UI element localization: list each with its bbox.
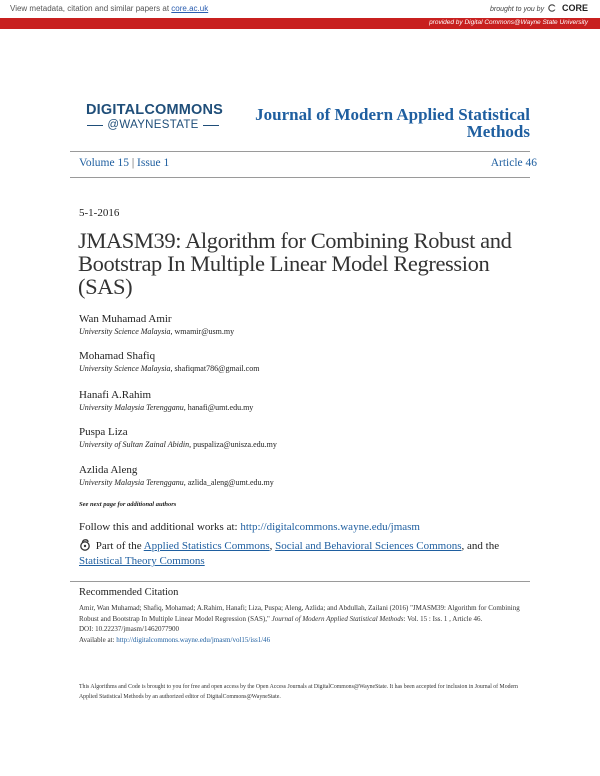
- core-logo-icon: [548, 4, 556, 12]
- core-metadata-notice: [10, 4, 208, 13]
- vol-issue-separator: |: [131, 157, 135, 169]
- citation-available-link[interactable]: http://digitalcommons.wayne.edu/jmasm/vol15/iss1/46: [116, 635, 271, 644]
- digital-commons-logo[interactable]: [86, 102, 224, 132]
- author-affiliation: [79, 402, 539, 414]
- author-name: Azlida Aleng: [79, 464, 138, 476]
- core-brand: CORE: [561, 3, 588, 13]
- article-number[interactable]: Article 46: [490, 157, 537, 169]
- part-of-line: [79, 539, 529, 569]
- part-of-and: , and the: [461, 540, 500, 552]
- follow-url-link[interactable]: http://digitalcommons.wayne.edu/jmasm: [240, 521, 420, 533]
- citation-journal: Journal of Modern Applied Statistical Methods: [271, 614, 404, 623]
- divider-top: [70, 151, 530, 152]
- author-block: [79, 464, 539, 489]
- author-affiliation: [79, 326, 539, 338]
- applied-statistics-link[interactable]: Applied Statistics Commons: [143, 540, 270, 552]
- open-access-icon: [79, 539, 91, 551]
- publication-date: 5-1-2016: [79, 207, 120, 219]
- author-institution: University of Sultan Zainal Abidin: [79, 440, 190, 449]
- volume-issue: [79, 157, 169, 169]
- open-access-footer: This Algorithms and Code is brought to you for free and open access by the Open Access Journals at DigitalCommons@WayneState. It has been accepted for inclusion in Journal of Modern Applied Statistical Methods by an authorized editor of DigitalCommons@WayneState.: [79, 684, 518, 700]
- author-block: [79, 350, 539, 375]
- author-name: Mohamad Shafiq: [79, 350, 156, 362]
- citation-doi: DOI: 10.22237/jmasm/1462077900: [79, 625, 179, 633]
- citation-vol: : Vol. 15 : Iss. 1 , Article 46.: [403, 614, 483, 623]
- author-email: , wmamir@usm.my: [170, 327, 235, 336]
- divider-citation: [70, 581, 530, 582]
- author-block: [79, 389, 539, 414]
- author-name: Puspa Liza: [79, 426, 128, 438]
- follow-text: Follow this and additional works at:: [79, 521, 238, 533]
- logo-line1: DIGITALCOMMONS: [86, 102, 224, 118]
- social-behavioral-link[interactable]: Social and Behavioral Sciences Commons: [275, 540, 462, 552]
- core-link[interactable]: core.ac.uk: [171, 4, 209, 13]
- author-institution: University Science Malaysia: [79, 327, 171, 336]
- author-affiliation: [79, 363, 539, 375]
- author-affiliation: [79, 477, 539, 489]
- provider-strip: [0, 18, 600, 29]
- recommended-citation-body: [79, 603, 529, 645]
- logo-line2-text: @WAYNESTATE: [107, 119, 199, 131]
- paper-title: JMASM39: Algorithm for Combining Robust and Bootstrap In Multiple Linear Model Regression (SAS): [78, 228, 512, 299]
- author-email: , shafiqmat786@gmail.com: [170, 364, 260, 373]
- core-top-bar: [0, 0, 600, 18]
- see-next-page-note: See next page for additional authors: [79, 501, 177, 508]
- journal-title[interactable]: Journal of Modern Applied Statistical Methods: [255, 105, 530, 141]
- statistical-theory-link[interactable]: Statistical Theory Commons: [79, 555, 205, 567]
- citation-available-prefix: Available at:: [79, 635, 115, 644]
- logo-dash-left: [87, 125, 103, 126]
- author-email: , puspaliza@unisza.edu.my: [189, 440, 277, 449]
- logo-dash-right: [203, 125, 219, 126]
- recommended-citation-heading: Recommended Citation: [79, 587, 179, 598]
- part-of-prefix: Part of the: [95, 540, 142, 552]
- author-affiliation: [79, 439, 539, 451]
- citation-text: Amir, Wan Muhamad; Shafiq, Mohamad; A.Rahim, Hanafi; Liza, Puspa; Aleng, Azlida; and Abdullah, Zailani (2016) "JMASM39: Algorithm for Combining Robust and Bootstrap In Multiple Linear Model Regression (SAS),": [79, 604, 520, 623]
- author-block: [79, 426, 539, 451]
- author-institution: University Science Malaysia: [79, 364, 171, 373]
- author-email: , azlida_aleng@umt.edu.my: [183, 478, 274, 487]
- author-block: [79, 313, 539, 338]
- author-institution: University Malaysia Terengganu: [79, 478, 184, 487]
- part-of-comma: ,: [269, 540, 273, 552]
- follow-line: [79, 521, 420, 533]
- author-institution: University Malaysia Terengganu: [79, 403, 184, 412]
- core-metadata-text: View metadata, citation and similar papers at: [10, 4, 170, 13]
- volume-link[interactable]: Volume 15: [79, 157, 129, 169]
- author-name: Wan Muhamad Amir: [79, 313, 172, 325]
- divider-bottom: [70, 177, 530, 178]
- core-brought-by[interactable]: [490, 3, 588, 13]
- provided-by-text: provided by Digital Commons@Wayne State University: [429, 19, 588, 26]
- author-email: , hanafi@umt.edu.my: [183, 403, 254, 412]
- author-name: Hanafi A.Rahim: [79, 389, 152, 401]
- logo-line2: [86, 118, 220, 132]
- core-brought-text: brought to you by: [489, 6, 545, 13]
- issue-link[interactable]: Issue 1: [137, 157, 170, 169]
